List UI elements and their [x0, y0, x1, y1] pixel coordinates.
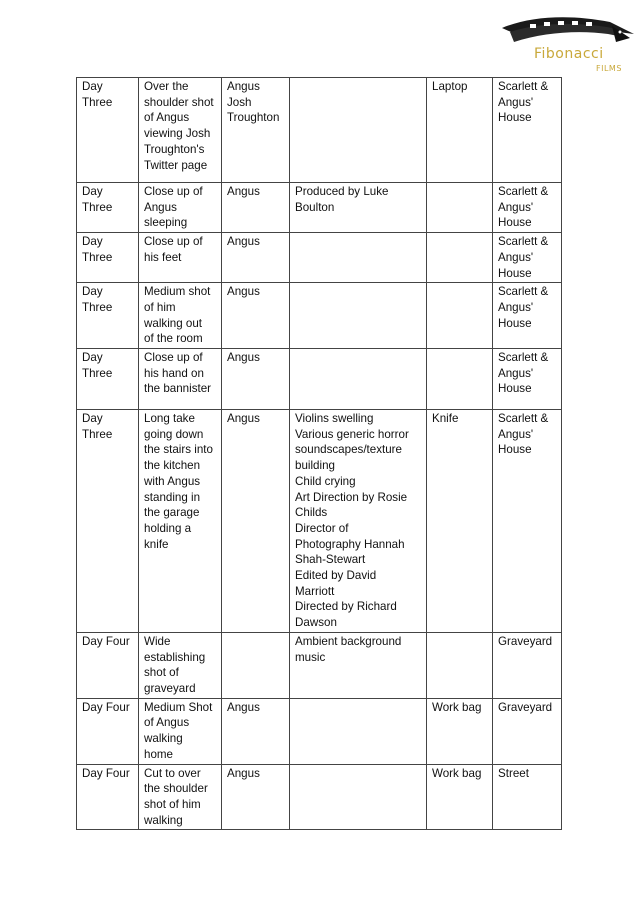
cell-cast — [222, 698, 290, 764]
cell-props — [427, 349, 493, 410]
cell-day — [77, 764, 139, 830]
cell-text: Angus — [227, 700, 260, 714]
fibonacci-films-logo — [500, 12, 636, 78]
cell-location — [493, 183, 562, 233]
cell-text: Art Direction by Rosie — [295, 490, 408, 504]
cell-location — [493, 283, 562, 349]
cell-shot-description — [139, 78, 222, 183]
cell-text: Directed by Richard — [295, 600, 397, 614]
cell-text: Scarlett & — [498, 80, 549, 93]
cell-text: knife — [144, 537, 169, 551]
cell-text: Work bag — [432, 766, 482, 780]
cell-text: Three — [82, 250, 113, 264]
cell-shot-description — [139, 410, 222, 633]
cell-day — [77, 183, 139, 233]
cell-sound-credits — [290, 698, 427, 764]
cell-text: House — [498, 216, 532, 230]
cell-sound-credits — [290, 78, 427, 183]
cell-text: with Angus — [144, 474, 201, 488]
cell-props — [427, 632, 493, 698]
table-row — [77, 632, 562, 698]
cell-text: House — [498, 316, 532, 330]
table-row — [77, 698, 562, 764]
cell-text: Scarlett & — [498, 235, 549, 249]
cell-sound-credits — [290, 233, 427, 283]
cell-day — [77, 283, 139, 349]
cell-text: Three — [82, 366, 113, 380]
cell-text: sleeping — [144, 216, 188, 230]
cell-shot-description — [139, 183, 222, 233]
cell-text: going down — [144, 427, 204, 441]
cell-sound-credits — [290, 283, 427, 349]
cell-text: the kitchen — [144, 459, 201, 473]
cell-text: House — [498, 266, 532, 280]
cell-text: Marriott — [295, 584, 335, 598]
cell-text: Close up of — [144, 235, 203, 249]
cell-location — [493, 764, 562, 830]
cell-sound-credits — [290, 183, 427, 233]
cell-text: Angus — [227, 766, 260, 780]
cell-shot-description — [139, 233, 222, 283]
cell-text: Close up of — [144, 351, 203, 365]
cell-text: Close up of — [144, 185, 203, 198]
cell-text: music — [295, 650, 326, 664]
cell-text: shot of — [144, 666, 179, 680]
cell-text: Scarlett & — [498, 185, 549, 198]
cell-text: Day — [82, 412, 103, 426]
table-row — [77, 349, 562, 410]
cell-text: Angus' — [498, 366, 534, 380]
cell-text: Angus — [227, 185, 260, 198]
cell-text: Day Four — [82, 766, 130, 780]
cell-text: walking — [144, 813, 183, 827]
cell-props — [427, 183, 493, 233]
cell-text: the garage — [144, 506, 200, 520]
cell-text: walking — [144, 732, 183, 746]
cell-shot-description — [139, 764, 222, 830]
cell-text: his feet — [144, 250, 182, 264]
cell-location — [493, 632, 562, 698]
table-row — [77, 183, 562, 233]
cell-text: Wide — [144, 634, 171, 648]
cell-day — [77, 698, 139, 764]
cell-text: Angus' — [498, 427, 534, 441]
cell-location — [493, 349, 562, 410]
table-row — [77, 764, 562, 830]
cell-text: Day Four — [82, 634, 130, 648]
cell-text: Ambient background — [295, 634, 402, 648]
cell-location — [493, 698, 562, 764]
cell-cast — [222, 283, 290, 349]
cell-shot-description — [139, 632, 222, 698]
cell-text: House — [498, 443, 532, 457]
cell-text: Scarlett & — [498, 351, 549, 365]
cell-shot-description — [139, 698, 222, 764]
cell-text: Troughton — [227, 111, 280, 125]
cell-text: Three — [82, 427, 113, 441]
cell-text: of him — [144, 300, 176, 314]
cell-props — [427, 233, 493, 283]
cell-text: the shoulder — [144, 782, 208, 796]
cell-text: Three — [82, 200, 113, 214]
cell-props — [427, 78, 493, 183]
cell-text: Angus — [227, 351, 260, 365]
cell-text: Angus — [144, 200, 177, 214]
cell-text: Day — [82, 351, 103, 365]
cell-day — [77, 233, 139, 283]
cell-props — [427, 283, 493, 349]
cell-cast — [222, 632, 290, 698]
cell-text: Long take — [144, 412, 195, 426]
cell-text: building — [295, 459, 335, 473]
cell-text: the bannister — [144, 382, 212, 396]
cell-text: of the room — [144, 332, 203, 346]
cell-text: Various generic horror — [295, 427, 409, 441]
cell-location — [493, 78, 562, 183]
cell-text: Street — [498, 766, 529, 780]
cell-text: Josh — [227, 95, 252, 109]
cell-text: Produced by Luke — [295, 185, 389, 198]
table-row — [77, 410, 562, 633]
cell-sound-credits — [290, 349, 427, 410]
cell-sound-credits — [290, 410, 427, 633]
cell-day — [77, 78, 139, 183]
cell-text: Boulton — [295, 200, 335, 214]
cell-text: Three — [82, 300, 113, 314]
cell-text: his hand on — [144, 366, 204, 380]
cell-text: of Angus — [144, 716, 190, 730]
cell-location — [493, 233, 562, 283]
cell-location — [493, 410, 562, 633]
cell-cast — [222, 349, 290, 410]
cell-text: Day — [82, 185, 103, 198]
shot-list-table — [76, 77, 562, 830]
cell-sound-credits — [290, 764, 427, 830]
cell-text: Shah-Stewart — [295, 553, 366, 567]
cell-props — [427, 764, 493, 830]
cell-props — [427, 698, 493, 764]
cell-text: Angus — [227, 80, 260, 93]
cell-text: Angus — [227, 412, 260, 426]
cell-day — [77, 349, 139, 410]
cell-text: Angus' — [498, 250, 534, 264]
logo-subtitle: FILMS — [596, 64, 622, 73]
table-row — [77, 78, 562, 183]
cell-text: Medium shot — [144, 285, 211, 299]
table-row — [77, 233, 562, 283]
cell-text: home — [144, 747, 174, 761]
cell-text: standing in — [144, 490, 201, 504]
cell-cast — [222, 410, 290, 633]
cell-text: graveyard — [144, 681, 196, 695]
cell-cast — [222, 233, 290, 283]
cell-text: Scarlett & — [498, 412, 549, 426]
cell-text: Angus — [227, 285, 260, 299]
cell-text: Edited by David — [295, 569, 377, 583]
cell-text: Graveyard — [498, 634, 553, 648]
cell-props — [427, 410, 493, 633]
cell-text: Scarlett & — [498, 285, 549, 299]
cell-text: Twitter page — [144, 158, 208, 172]
cell-text: House — [498, 382, 532, 396]
logo-wordmark: Fibonacci — [534, 46, 604, 62]
cell-text: Knife — [432, 412, 459, 426]
cell-text: Day — [82, 80, 103, 93]
cell-text: walking out — [144, 316, 203, 330]
cell-text: soundscapes/texture — [295, 443, 402, 457]
cell-cast — [222, 183, 290, 233]
cell-day — [77, 632, 139, 698]
table-row — [77, 283, 562, 349]
cell-text: viewing Josh — [144, 127, 211, 141]
cell-text: Troughton's — [144, 142, 205, 156]
cell-text: holding a — [144, 521, 192, 535]
cell-shot-description — [139, 349, 222, 410]
cell-shot-description — [139, 283, 222, 349]
cell-text: House — [498, 111, 532, 125]
cell-text: Day Four — [82, 700, 130, 714]
cell-day — [77, 410, 139, 633]
cell-text: Three — [82, 95, 113, 109]
cell-text: Work bag — [432, 700, 482, 714]
cell-text: the stairs into — [144, 443, 213, 457]
cell-text: Angus — [227, 235, 260, 249]
cell-text: of Angus — [144, 111, 190, 125]
cell-text: Laptop — [432, 80, 468, 93]
cell-text: Cut to over — [144, 766, 201, 780]
cell-text: Director of — [295, 521, 349, 535]
cell-cast — [222, 764, 290, 830]
cell-text: Angus' — [498, 95, 534, 109]
cell-text: Child crying — [295, 474, 356, 488]
cell-text: shot of him — [144, 797, 201, 811]
cell-text: Graveyard — [498, 700, 553, 714]
cell-text: Over the — [144, 80, 189, 93]
cell-text: Day — [82, 235, 103, 249]
cell-text: Day — [82, 285, 103, 299]
cell-text: Angus' — [498, 200, 534, 214]
cell-text: establishing — [144, 650, 206, 664]
cell-text: Dawson — [295, 616, 337, 630]
cell-cast — [222, 78, 290, 183]
cell-text: Childs — [295, 506, 328, 520]
cell-sound-credits — [290, 632, 427, 698]
cell-text: Medium Shot — [144, 700, 213, 714]
cell-text: Violins swelling — [295, 412, 374, 426]
cell-text: Photography Hannah — [295, 537, 405, 551]
cell-text: shoulder shot — [144, 95, 214, 109]
cell-text: Angus' — [498, 300, 534, 314]
